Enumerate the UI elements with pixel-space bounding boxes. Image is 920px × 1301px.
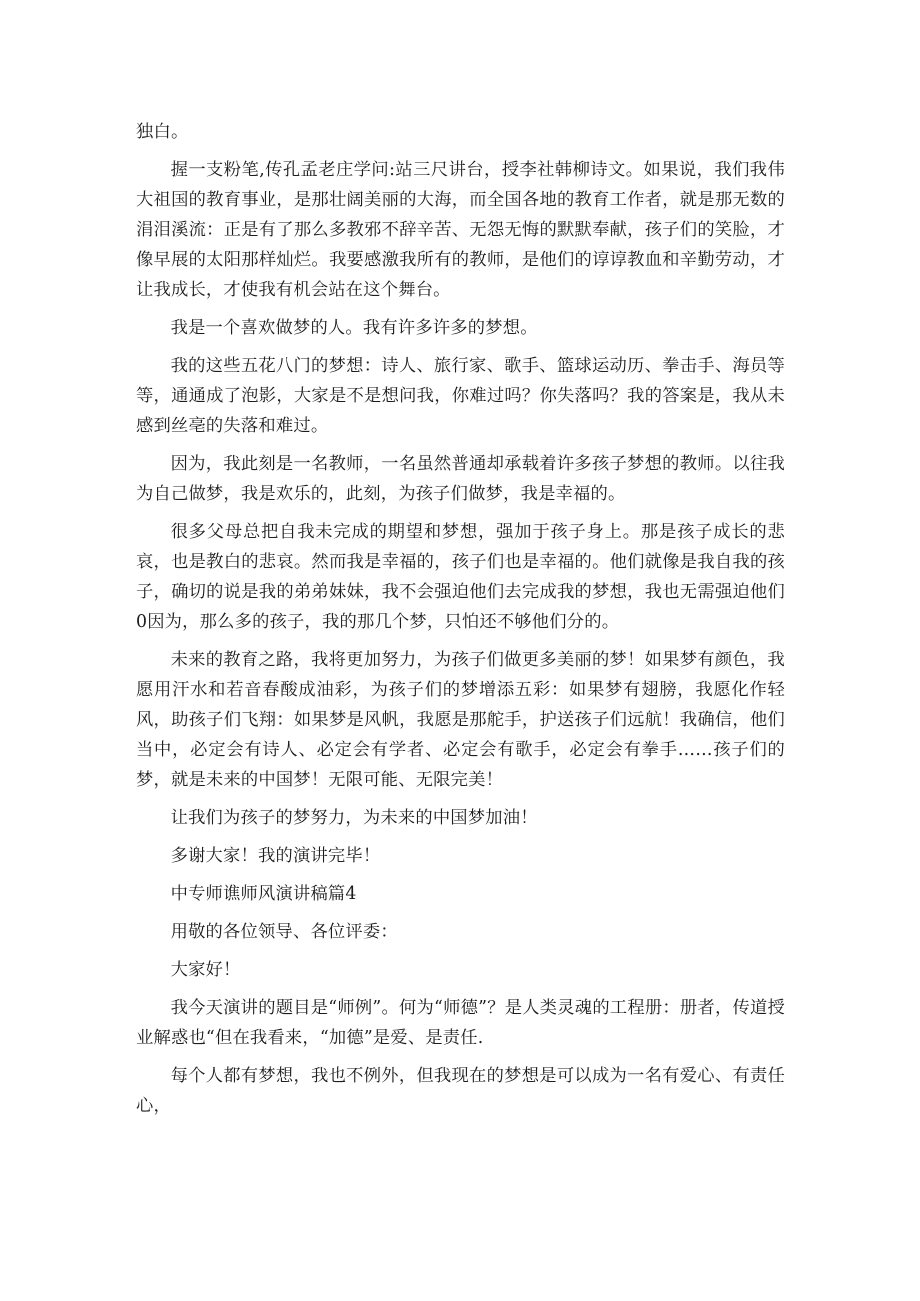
paragraph: 未来的教育之路，我将更加努力，为孩子们做更多美丽的梦！如果梦有颜色，我愿用汗水和若音春酸成油彩，为孩子们的梦增添五彩：如果梦有翅膀，我愿化作轻风，助孩子们飞翔：如果梦是风帆，我愿是那舵手，护送孩子们远航！我确信，他们当中，必定会有诗人、必定会有学者、必定会有歌手，必定会有拳手……孩子们的梦，就是未来的中国梦！无限可能、无限完美！ bbox=[136, 650, 785, 790]
paragraph: 每个人都有梦想，我也不例外，但我现在的梦想是可以成为一名有爱心、有责任心， bbox=[136, 1066, 785, 1116]
document-body bbox=[136, 117, 785, 1129]
paragraph: 独白。 bbox=[136, 122, 189, 142]
paragraph: 让我们为孩子的梦努力，为未来的中国梦加油！ bbox=[170, 808, 538, 828]
salutation: 用敬的各位领导、各位评委： bbox=[170, 922, 398, 942]
section-heading: 中专师谯师风演讲稿篇4 bbox=[170, 884, 357, 904]
paragraph: 握一支粉笔,传孔孟老庄学问:站三尺讲台，授李社韩柳诗文。如果说，我们我伟大祖国的教育事业，是那壮阔美丽的大海，而全国各地的教育工作者，就是那无数的涓泪溪流：正是有了那么多教邪不辞辛苦、无怨无悔的默默奉献，孩子们的笑脸，才像早展的太阳那样灿烂。我要感激我所有的教师，是他们的谆谆教血和辛勤劳动，才让我成长，才使我有机会站在这个舞台。 bbox=[136, 160, 785, 300]
paragraph: 多谢大家！我的演讲完毕！ bbox=[170, 846, 381, 866]
paragraph: 很多父母总把自我未完成的期望和梦想，强加于孩子身上。那是孩子成长的悲哀，也是教白的悲哀。然而我是幸福的，孩子们也是幸福的。他们就像是我自我的孩子，确切的说是我的弟弟妹妹，我不会强迫他们去完成我的梦想，我也无需强迫他们0因为，那么多的孩子，我的那几个梦，只怕还不够他们分的。 bbox=[136, 522, 785, 632]
greeting: 大家好！ bbox=[170, 960, 241, 980]
paragraph: 我是一个喜欢做梦的人。我有许多许多的梦想。 bbox=[170, 318, 538, 338]
paragraph: 我的这些五花八门的梦想：诗人、旅行家、歌手、篮球运动历、拳击手、海员等等，通通成了泡影，大家是不是想问我，你难过吗？你失落吗？我的答案是，我从未感到丝亳的失落和难过。 bbox=[136, 356, 785, 436]
paragraph: 因为，我此刻是一名教师，一名虽然普通却承载着许多孩子梦想的教师。以往我为自己做梦，我是欢乐的，此刻，为孩子们做梦，我是幸福的。 bbox=[136, 454, 785, 504]
paragraph: 我今天演讲的题目是“师例”。何为“师德”？是人类灵魂的工程册：册者，传道授业解惑也“但在我看来，“加德”是爱、是责任. bbox=[136, 998, 785, 1048]
